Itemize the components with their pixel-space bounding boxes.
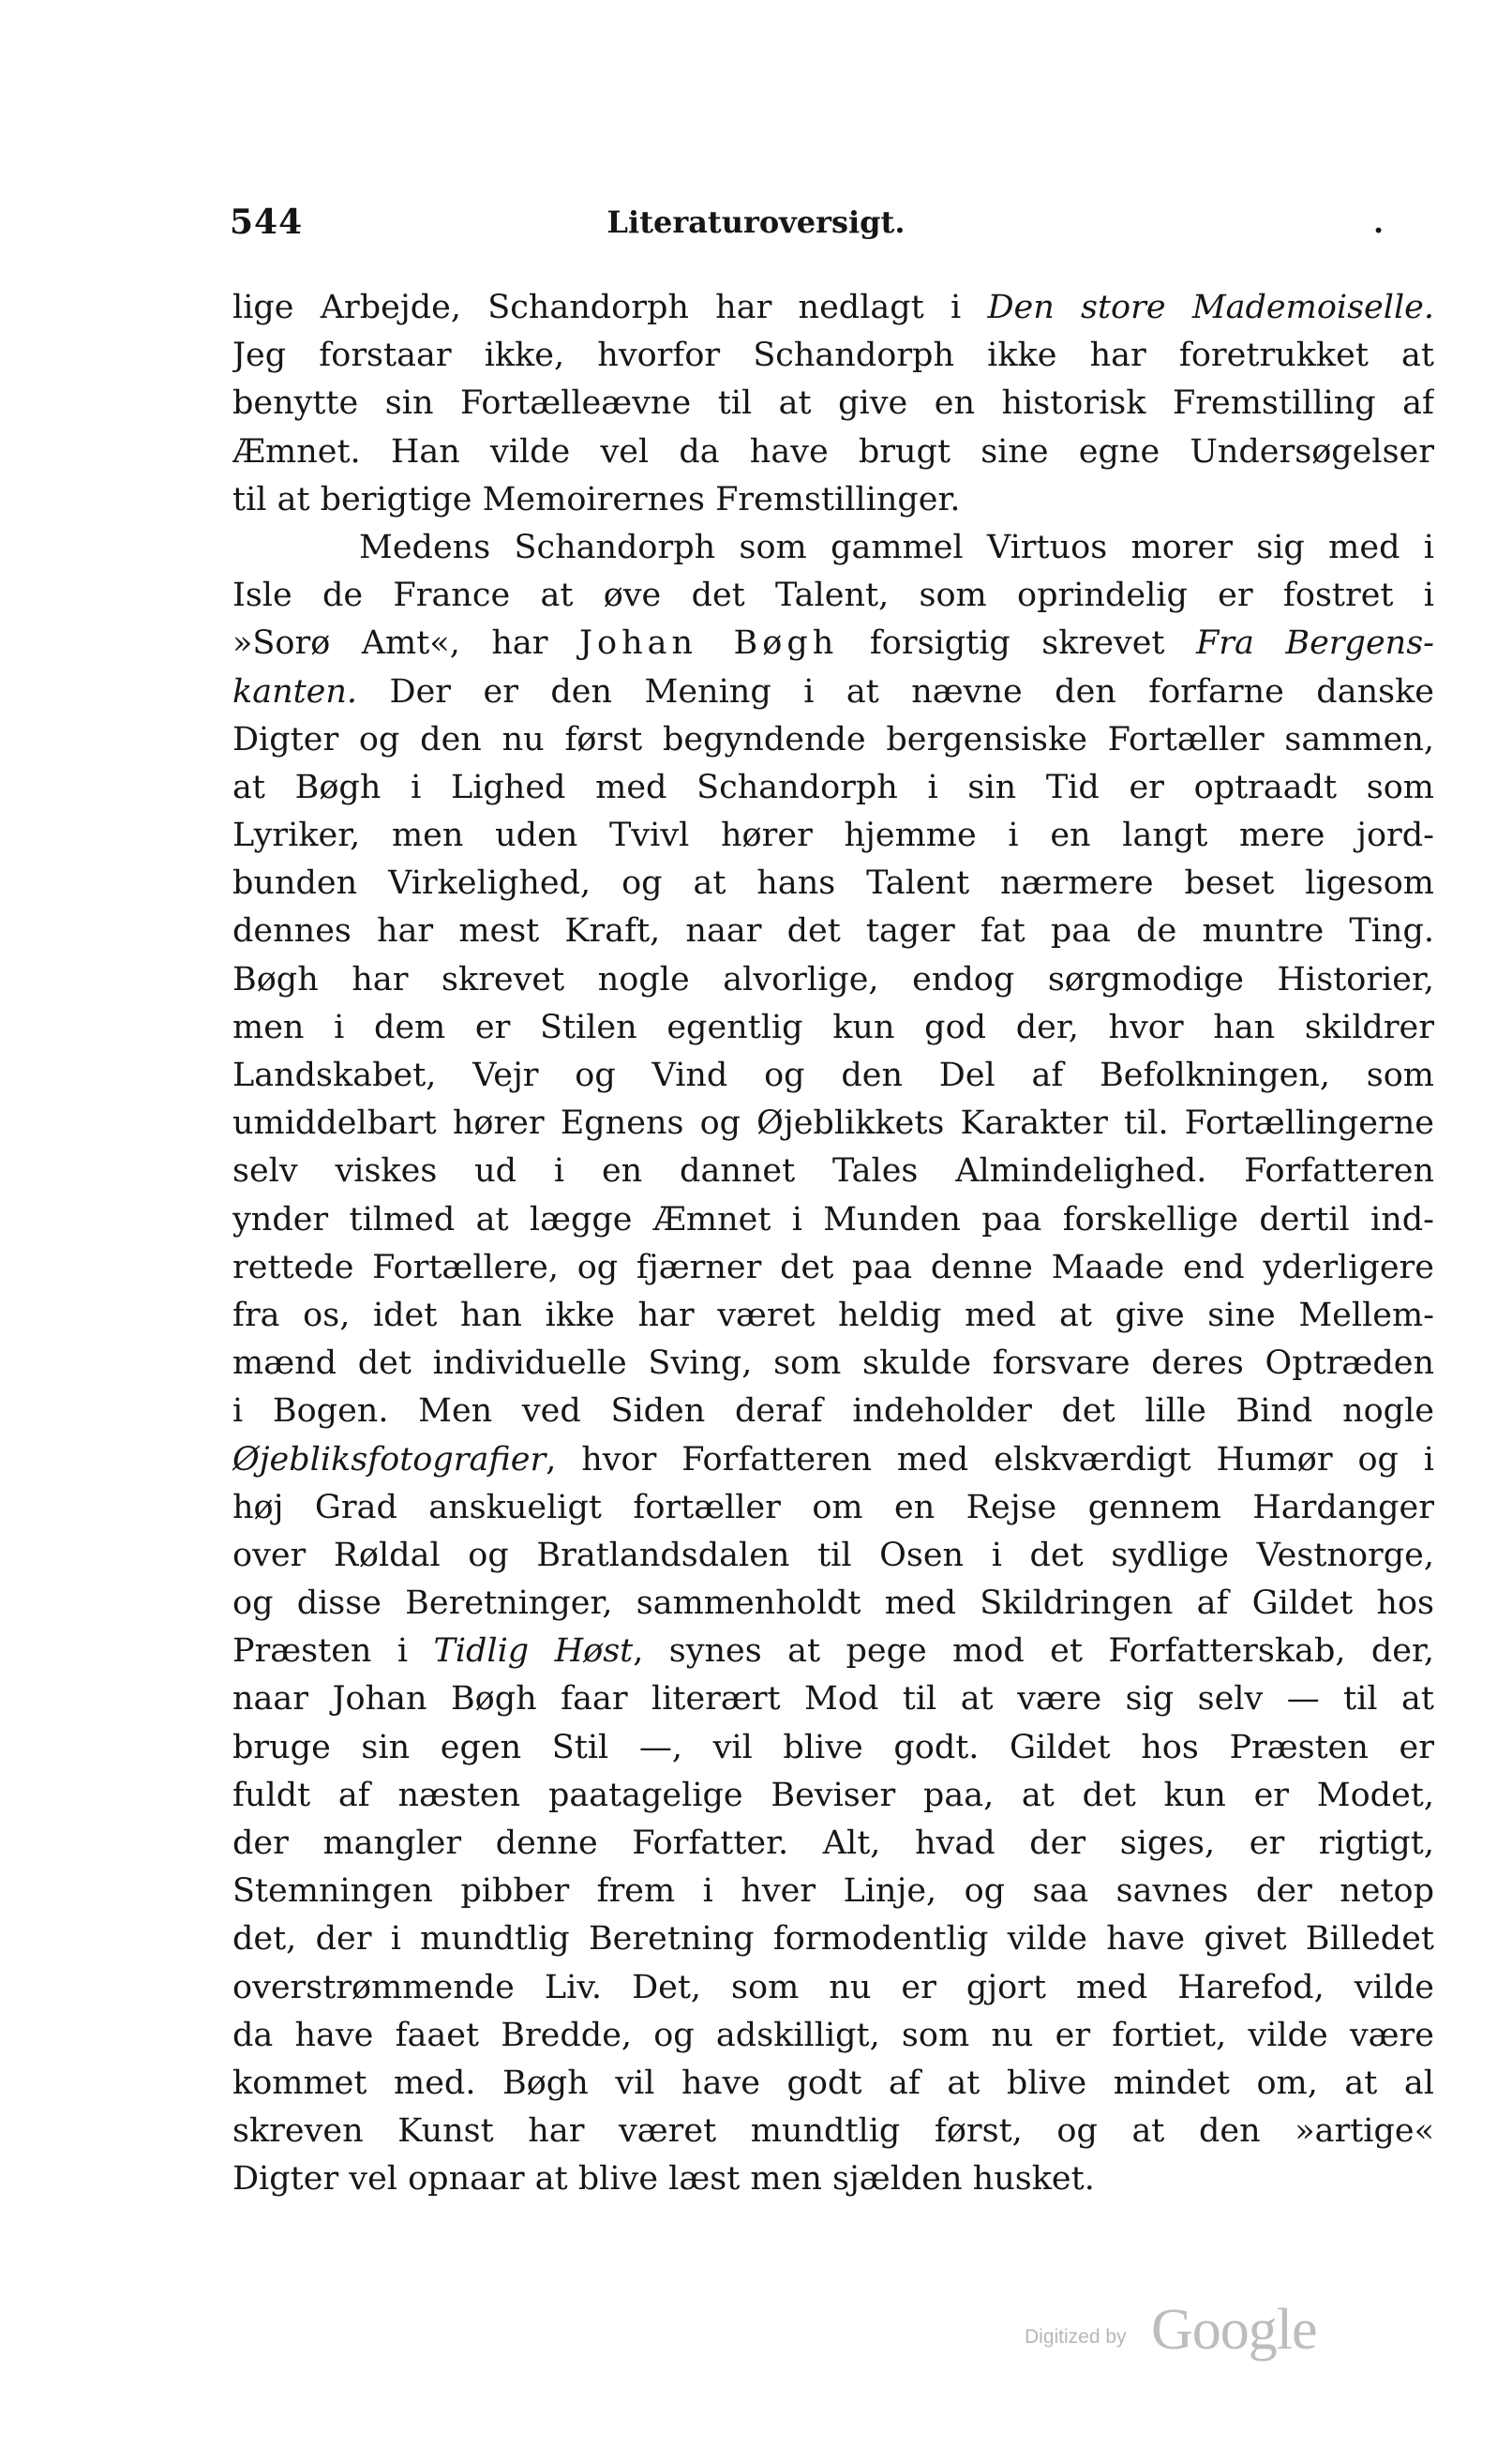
- text-segment: fuldt af næsten paatagelige Beviser paa, at det kun er Modet,: [232, 1776, 1434, 1814]
- text-line: [232, 2060, 1434, 2108]
- text-segment: Landskabet, Vejr og Vind og den Del af Befolkningen, som: [232, 1057, 1434, 1094]
- text-line: [232, 1244, 1434, 1292]
- text-line: [232, 1148, 1434, 1195]
- text-line: [232, 1724, 1434, 1772]
- text-segment: fra os, idet han ikke har været heldig med at give sine Mellem-: [232, 1296, 1434, 1334]
- text-segment: bunden Virkelighed, og at hans Talent nærmere beset ligesom: [232, 864, 1434, 903]
- text-segment: Isle de France at øve det Talent, som oprindelig er fostret i: [232, 577, 1434, 615]
- text-segment: Der er den Mening i at nævne den forfarne danske: [357, 672, 1434, 711]
- text-segment: Lyriker, men uden Tvivl hører hjemme i en langt mere jord-: [232, 817, 1434, 855]
- text-segment: høj Grad anskueligt fortæller om en Rejse gennem Hardanger: [232, 1488, 1434, 1526]
- text-segment: Præsten i: [232, 1632, 434, 1671]
- text-segment: bruge sin egen Stil —, vil blive godt. Gildet hos Præsten er: [232, 1728, 1434, 1766]
- text-line: [232, 284, 1434, 332]
- italic-text: Tidlig Høst: [433, 1632, 634, 1671]
- text-line: [232, 1196, 1434, 1244]
- text-line: [232, 860, 1434, 908]
- text-line: [232, 1964, 1434, 2012]
- text-segment: rettede Fortællere, og fjærner det paa denne Maade end yderligere: [232, 1248, 1434, 1286]
- text-line: [232, 1820, 1434, 1868]
- text-line: [232, 2108, 1434, 2155]
- text-segment: skreven Kunst har været mundtlig først, og at den »artige«: [232, 2112, 1434, 2151]
- text-line: [232, 1628, 1434, 1675]
- text-line: [232, 1004, 1434, 1052]
- text-segment: selv viskes ud i en dannet Tales Almindelighed. Forfatteren: [232, 1152, 1434, 1191]
- text-line: [232, 1388, 1434, 1435]
- text-line: [232, 1340, 1434, 1388]
- text-line: [232, 332, 1434, 380]
- text-segment: i Bogen. Men ved Siden deraf indeholder det lille Bind nogle: [232, 1392, 1434, 1431]
- text-line: [232, 1292, 1434, 1340]
- text-line: [232, 1868, 1434, 1915]
- text-line: [232, 476, 1434, 524]
- text-segment: benytte sin Fortælleævne til at give en historisk Fremstilling af: [232, 384, 1434, 423]
- text-segment: over Røldal og Bratlandsdalen til Osen i det sydlige Vestnorge,: [232, 1536, 1434, 1574]
- text-line: [232, 1052, 1434, 1100]
- text-segment: det, der i mundtlig Beretning formodentlig vilde have givet Billedet: [232, 1920, 1434, 1959]
- text-line: [232, 956, 1434, 1004]
- text-line: [232, 1532, 1434, 1580]
- text-segment: forsigtig skrevet: [838, 624, 1196, 663]
- italic-text: kanten.: [232, 672, 358, 711]
- text-segment: , hvor Forfatteren med elskværdigt Humør og i: [546, 1440, 1434, 1479]
- text-line: [232, 380, 1434, 428]
- text-line: [232, 716, 1434, 764]
- text-segment: at Bøgh i Lighed med Schandorph i sin Tid er optraadt som: [232, 768, 1434, 806]
- text-segment: Æmnet. Han vilde vel da have brugt sine egne Undersøgelser: [232, 432, 1434, 471]
- text-segment: der mangler denne Forfatter. Alt, hvad der siges, er rigtigt,: [232, 1824, 1434, 1862]
- text-line: [232, 524, 1434, 572]
- text-line: [232, 908, 1434, 955]
- italic-text: Fra Bergens-: [1195, 624, 1434, 663]
- spaced-name: Johan Bøgh: [579, 624, 839, 663]
- running-head-mark: .: [1373, 204, 1385, 240]
- text-segment: , synes at pege mod et Forfatterskab, der,: [633, 1632, 1434, 1671]
- text-segment: Medens Schandorph som gammel Virtuos morer sig med i: [359, 528, 1434, 566]
- digitized-by-label: Digitized by: [1025, 2326, 1127, 2348]
- body-text: [232, 284, 1434, 2204]
- text-line: [232, 572, 1434, 620]
- text-segment: kommet med. Bøgh vil have godt af at blive mindet om, at al: [232, 2064, 1434, 2102]
- text-segment: til at berigtige Memoirernes Fremstillinger.: [232, 480, 961, 518]
- text-line: [232, 668, 1434, 716]
- text-line: [232, 620, 1434, 668]
- text-line: [232, 428, 1434, 476]
- text-segment: men i dem er Stilen egentlig kun god der, hvor han skildrer: [232, 1008, 1434, 1046]
- text-line: [232, 1772, 1434, 1820]
- text-line: [232, 1436, 1434, 1484]
- text-line: [232, 2155, 1434, 2203]
- text-line: [232, 812, 1434, 860]
- text-line: [232, 1915, 1434, 1963]
- text-segment: og disse Beretninger, sammenholdt med Skildringen af Gildet hos: [232, 1584, 1434, 1623]
- italic-text: Den store Mademoiselle.: [987, 289, 1434, 326]
- italic-text: Øjebliksfotografier: [232, 1440, 546, 1479]
- text-segment: naar Johan Bøgh faar literært Mod til at være sig selv — til at: [232, 1680, 1434, 1719]
- text-segment: Bøgh har skrevet nogle alvorlige, endog sørgmodige Historier,: [232, 960, 1434, 998]
- text-segment: Digter og den nu først begyndende bergensiske Fortæller sammen,: [232, 720, 1434, 758]
- running-head: Literaturoversigt.: [606, 204, 906, 240]
- text-line: [232, 1100, 1434, 1148]
- text-segment: mænd det individuelle Sving, som skulde forsvare deres Optræden: [232, 1344, 1434, 1383]
- text-line: [232, 764, 1434, 812]
- text-segment: overstrømmende Liv. Det, som nu er gjort med Harefod, vilde: [232, 1968, 1434, 2006]
- text-segment: Stemningen pibber frem i hver Linje, og saa savnes der netop: [232, 1872, 1434, 1911]
- text-segment: Jeg forstaar ikke, hvorfor Schandorph ikke har foretrukket at: [232, 337, 1434, 375]
- google-logo: Google: [1151, 2298, 1317, 2362]
- text-line: [232, 1580, 1434, 1628]
- text-segment: lige Arbejde, Schandorph har nedlagt i: [232, 289, 988, 326]
- text-line: [232, 1484, 1434, 1532]
- text-line: [232, 2012, 1434, 2060]
- page-number: 544: [230, 203, 304, 242]
- text-segment: umiddelbart hører Egnens og Øjeblikkets Karakter til. Fortællingerne: [232, 1104, 1434, 1143]
- text-segment: da have faaet Bredde, og adskilligt, som nu er fortiet, vilde være: [232, 2016, 1434, 2054]
- text-segment: Digter vel opnaar at blive læst men sjælden husket.: [232, 2160, 1095, 2199]
- text-segment: dennes har mest Kraft, naar det tager fat paa de muntre Ting.: [232, 912, 1434, 951]
- text-segment: ynder tilmed at lægge Æmnet i Munden paa forskellige dertil ind-: [232, 1200, 1434, 1239]
- text-line: [232, 1675, 1434, 1723]
- text-segment: »Sorø Amt«, har: [232, 624, 579, 663]
